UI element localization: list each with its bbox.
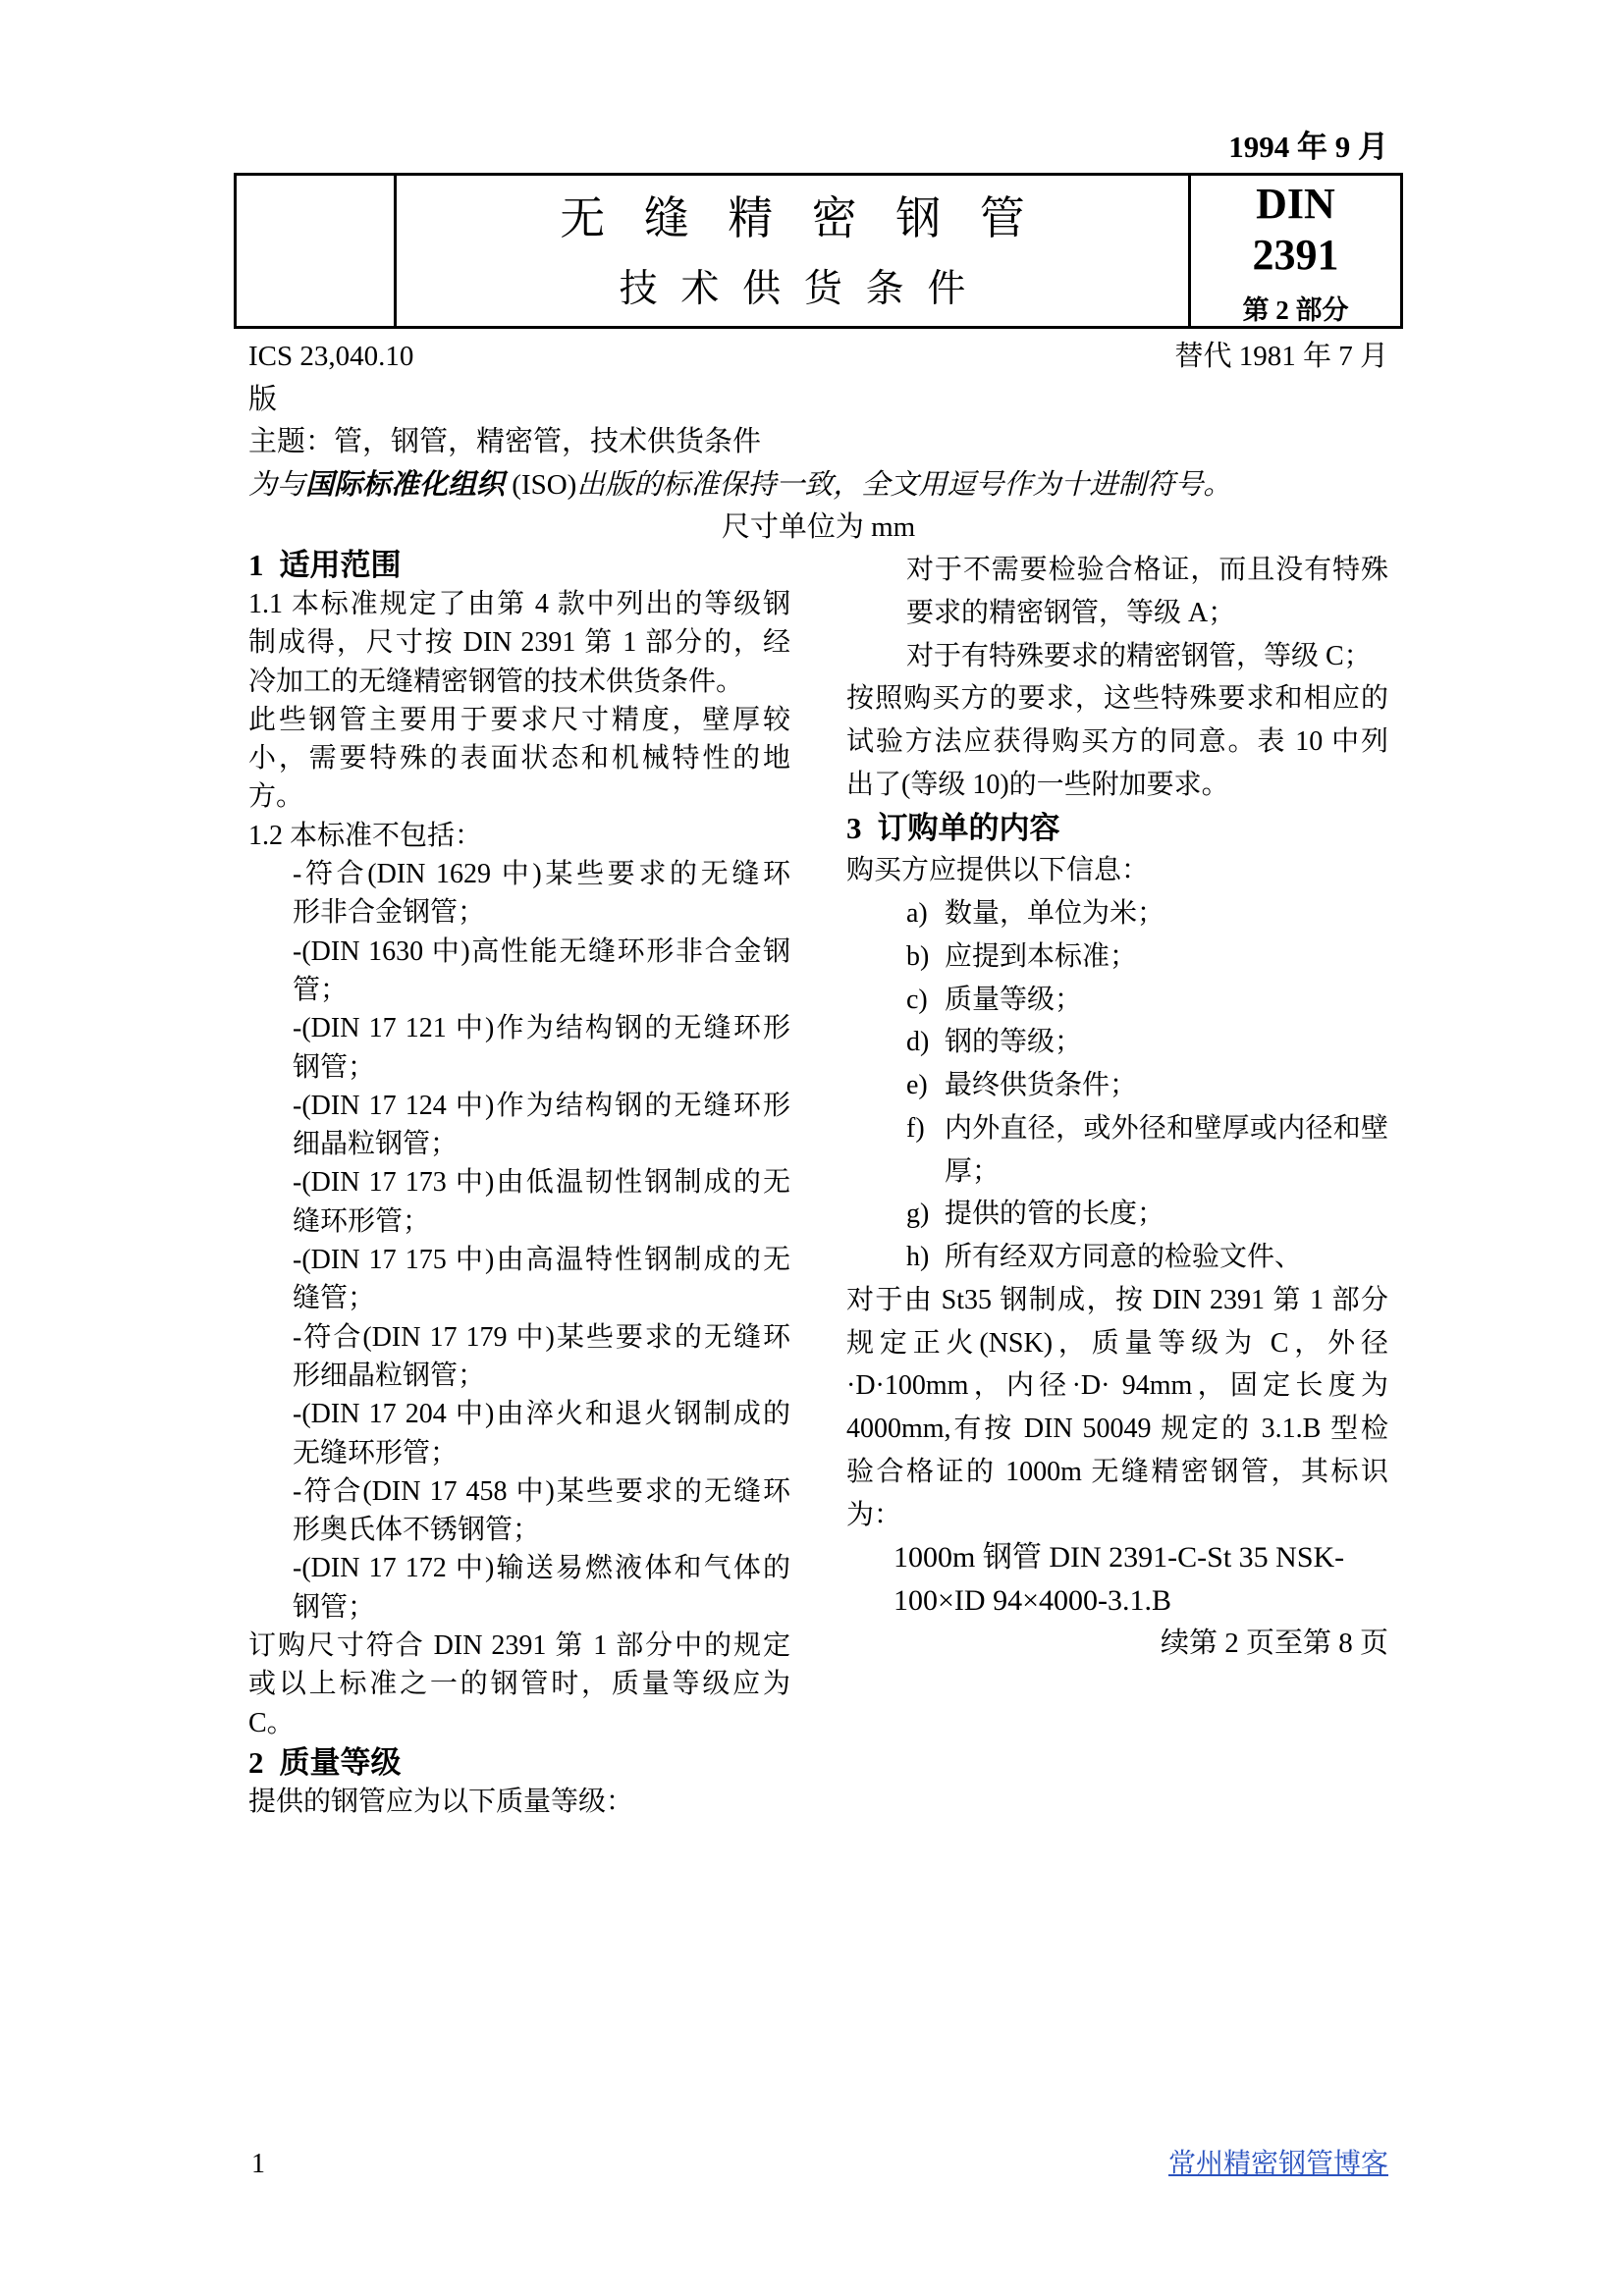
text-line: 要求的精密钢管，等级 A； <box>906 597 1236 628</box>
text-line: 无缝环形管； <box>293 1437 459 1468</box>
text-line: -符合(DIN 17 458 中)某些要求的无缝环 <box>293 1475 790 1507</box>
list-item <box>293 933 790 1010</box>
list-item <box>293 1241 790 1318</box>
section-heading <box>846 807 1388 850</box>
section-title: 适用范围 <box>279 548 402 583</box>
text-line: C。 <box>248 1707 295 1738</box>
document-meta <box>248 336 1388 550</box>
decimal-note-iso: (ISO) <box>505 468 577 501</box>
standard-number: 2391 <box>1252 231 1339 279</box>
enumerated-item <box>906 979 1388 1022</box>
text-line: 1000m 钢管 DIN 2391-C-St 35 NSK- <box>893 1541 1345 1575</box>
text-line: 形非合金钢管； <box>293 897 486 929</box>
text-line: 钢管； <box>293 1591 376 1623</box>
title-cell <box>397 176 1191 326</box>
paragraph <box>846 1279 1388 1537</box>
list-item <box>293 1395 790 1472</box>
indented-paragraph <box>906 549 1388 635</box>
section-number: 3 <box>846 810 862 845</box>
logo-cell <box>237 176 397 326</box>
enumerated-item <box>906 1021 1388 1064</box>
text-line: 对于有特殊要求的精密钢管，等级 C； <box>906 640 1372 671</box>
replaces-edition: 替代 1981 年 7 月 <box>1174 341 1388 372</box>
document-title: 无 缝 精 密 钢 管 <box>560 193 1039 243</box>
document-subtitle: 技 术 供 货 条 件 <box>619 268 973 310</box>
text-line: ·D·100mm，内径·D· 94mm，固定长度为 <box>846 1370 1388 1402</box>
item-text <box>945 979 1388 1022</box>
text-line: 或以上标准之一的钢管时，质量等级应为 <box>248 1669 790 1700</box>
indented-paragraph <box>906 635 1388 678</box>
item-text <box>945 892 1388 935</box>
subject-line: 主题：管，钢管，精密管，技术供货条件 <box>248 426 762 457</box>
ics-code: ICS 23,040.10 <box>248 341 414 372</box>
item-label: g) <box>906 1199 930 1230</box>
continuation-note <box>846 1623 1388 1666</box>
designation-example <box>893 1536 1388 1623</box>
section-title: 质量等级 <box>279 1744 402 1781</box>
standard-number-cell <box>1191 176 1400 326</box>
text-line: 钢管； <box>293 1051 376 1083</box>
text-line: -(DIN 17 175 中)由高温特性钢制成的无 <box>293 1245 790 1276</box>
column-right <box>846 549 1388 1666</box>
enumerated-item <box>906 1107 1388 1194</box>
text-line: 规定正火(NSK)，质量等级为 C，外径 <box>846 1327 1388 1359</box>
item-text <box>945 1064 1388 1107</box>
text-line: 此些钢管主要用于要求尺寸精度，壁厚较 <box>248 704 790 735</box>
text-line: 对于不需要检验合格证，而且没有特殊 <box>906 555 1388 585</box>
decimal-note-org: 国际标准化组织 <box>305 468 506 501</box>
text-line: 厚； <box>945 1155 1001 1187</box>
decimal-note <box>248 464 1388 507</box>
text-line: 形奥氏体不锈钢管； <box>293 1515 541 1546</box>
text-line: 缝环形管； <box>293 1205 431 1237</box>
text-line: 质量等级； <box>945 984 1083 1015</box>
text-line: 制成得，尺寸按 DIN 2391 第 1 部分的，经 <box>248 627 790 659</box>
text-line: -(DIN 17 173 中)由低温韧性钢制成的无 <box>293 1167 790 1199</box>
text-line: 细晶粒钢管； <box>293 1129 459 1160</box>
footer-blog-link[interactable]: 常州精密钢管博客 <box>1167 2149 1388 2179</box>
text-line: 内外直径，或外径和壁厚或内径和壁 <box>945 1112 1388 1144</box>
text-line: 订购尺寸符合 DIN 2391 第 1 部分中的规定 <box>248 1630 790 1662</box>
text-line: 100×ID 94×4000-3.1.B <box>893 1584 1171 1617</box>
text-line: 按照购买方的要求，这些特殊要求和相应的 <box>846 683 1388 715</box>
item-text <box>945 1236 1388 1279</box>
item-text <box>945 935 1388 979</box>
item-label: f) <box>906 1112 925 1144</box>
item-text <box>945 1021 1388 1064</box>
section-title: 订购单的内容 <box>877 810 1060 846</box>
text-line: 1.2 本标准不包括： <box>248 820 483 851</box>
list-item <box>293 1472 790 1550</box>
text-line: 试验方法应获得购买方的同意。表 10 中列 <box>846 726 1388 757</box>
item-label: h) <box>906 1242 930 1272</box>
list-item <box>293 1163 790 1241</box>
text-line: 所有经双方同意的检验文件、 <box>945 1242 1303 1272</box>
item-label: c) <box>906 984 928 1015</box>
section-number: 2 <box>248 1744 264 1780</box>
decimal-note-post: 出版的标准保持一致，全文用逗号作为十进制符号。 <box>576 468 1232 501</box>
decimal-note-pre: 为与 <box>248 468 306 501</box>
text-line: -符合(DIN 1629 中)某些要求的无缝环 <box>293 859 790 890</box>
paragraph <box>248 701 790 817</box>
enumerated-item <box>906 1064 1388 1107</box>
text-line: 4000mm,有按 DIN 50049 规定的 3.1.B 型检 <box>846 1414 1388 1444</box>
text-line: -(DIN 1630 中)高性能无缝环形非合金钢 <box>293 935 790 967</box>
list-item <box>293 1087 790 1164</box>
column-left <box>248 545 790 1821</box>
item-text <box>945 1107 1388 1194</box>
text-line: 提供的管的长度； <box>945 1199 1165 1230</box>
text-line: 出了(等级 10)的一些附加要求。 <box>846 769 1229 800</box>
text-line: 最终供货条件； <box>945 1070 1138 1100</box>
list-item <box>293 1549 790 1627</box>
paragraph <box>248 1783 790 1821</box>
text-line: 购买方应提供以下信息： <box>846 855 1150 886</box>
text-line: 对于由 St35 钢制成，按 DIN 2391 第 1 部分 <box>846 1284 1388 1315</box>
enumerated-item <box>906 1193 1388 1236</box>
page-number: 1 <box>251 2149 265 2179</box>
units-note: 尺寸单位为 mm <box>721 511 916 543</box>
standard-prefix: DIN <box>1256 180 1335 228</box>
text-line: 形细晶粒钢管； <box>293 1360 486 1391</box>
section-number: 1 <box>248 548 264 582</box>
text-line: 数量，单位为米； <box>945 898 1165 929</box>
text-line: 冷加工的无缝精密钢管的技术供货条件。 <box>248 666 744 697</box>
paragraph <box>846 849 1388 892</box>
text-line: 小，需要特殊的表面状态和机械特性的地 <box>248 743 790 774</box>
section-heading <box>248 1742 790 1783</box>
text-line: 1.1 本标准规定了由第 4 款中列出的等级钢 <box>248 589 790 619</box>
enumerated-item <box>906 892 1388 935</box>
text-line: 钢的等级； <box>945 1027 1083 1058</box>
paragraph <box>248 1627 790 1742</box>
section-heading <box>248 545 790 585</box>
text-line: 为： <box>846 1499 902 1530</box>
meta-row-ics <box>248 336 1388 379</box>
item-label: e) <box>906 1070 928 1100</box>
text-line: -(DIN 17 172 中)输送易燃液体和气体的 <box>293 1553 790 1584</box>
item-label: b) <box>906 940 930 972</box>
text-line: 方。 <box>248 781 304 813</box>
text-line: -(DIN 17 124 中)作为结构钢的无缝环形 <box>293 1090 790 1121</box>
text-line: -(DIN 17 204 中)由淬火和退火钢制成的 <box>293 1399 790 1430</box>
paragraph <box>846 677 1388 806</box>
item-text <box>945 1193 1388 1236</box>
item-label: d) <box>906 1027 930 1058</box>
enumerated-item <box>906 935 1388 979</box>
text-line: 续第 2 页至第 8 页 <box>1160 1627 1388 1659</box>
text-line: -(DIN 17 121 中)作为结构钢的无缝环形 <box>293 1013 790 1044</box>
standard-part: 第 2 部分 <box>1242 295 1349 325</box>
text-line: 管； <box>293 974 349 1005</box>
edition-label: 版 <box>248 383 278 415</box>
text-line: 验合格证的 1000m 无缝精密钢管，其标识 <box>846 1456 1388 1487</box>
publication-date: 1994 年 9 月 <box>1228 130 1388 164</box>
paragraph <box>248 817 790 855</box>
enumerated-item <box>906 1236 1388 1279</box>
item-label: a) <box>906 898 928 929</box>
text-line: -符合(DIN 17 179 中)某些要求的无缝环 <box>293 1321 790 1353</box>
list-item <box>293 855 790 933</box>
text-line: 提供的钢管应为以下质量等级： <box>248 1786 634 1817</box>
text-line: 缝管； <box>293 1283 376 1314</box>
paragraph <box>248 585 790 701</box>
title-block <box>234 173 1403 329</box>
list-item <box>293 1009 790 1087</box>
text-line: 应提到本标准； <box>945 940 1138 972</box>
list-item <box>293 1318 790 1396</box>
